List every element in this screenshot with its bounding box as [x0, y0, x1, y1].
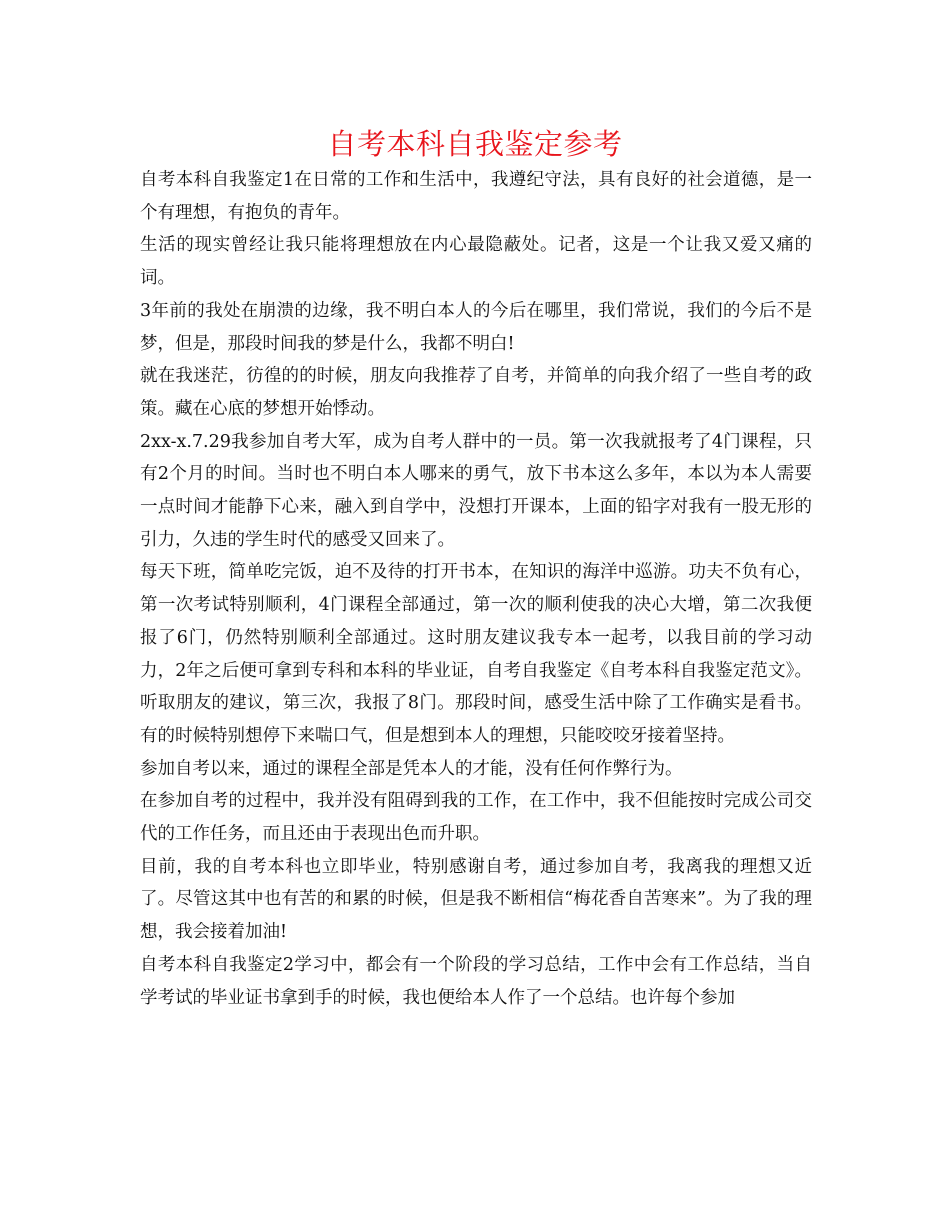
document-title: 自考本科自我鉴定参考 [327, 127, 623, 161]
paragraph: 每天下班，简单吃完饭，迫不及待的打开书本，在知识的海洋中巡游。功夫不负有心，第一次考试特别顺利，4门课程全部通过，第一次的顺利使我的决心大增，第二次我便报了6门，仍然特别顺利全部通过。这时朋友建议我专本一起考，以我目前的学习动力，2年之后便可拿到专科和本科的毕业证，自考自我鉴定《自考本科自我鉴定范文》。听取朋友的建议，第三次，我报了8门。那段时间，感受生活中除了工作确实是看书。有的时候特别想停下来喘口气，但是想到本人的理想，只能咬咬牙接着坚持。 [140, 562, 812, 746]
paragraph: 自考本科自我鉴定1在日常的工作和生活中，我遵纪守法，具有良好的社会道德，是一个有理想，有抱负的青年。 [140, 170, 812, 223]
paragraph: 2xx-x.7.29我参加自考大军，成为自考人群中的一员。第一次我就报考了4门课程，只有2个月的时间。当时也不明白本人哪来的勇气，放下书本这么多年，本以为本人需要一点时间才能静下心来，融入到自学中，没想打开课本，上面的铅字对我有一股无形的引力，久违的学生时代的感受又回来了。 [140, 431, 812, 550]
paragraph: 生活的现实曾经让我只能将理想放在内心最隐蔽处。记者，这是一个让我又爱又痛的词。 [140, 235, 812, 289]
paragraph: 参加自考以来，通过的课程全部是凭本人的才能，没有任何作弊行为。 [140, 758, 683, 779]
paragraph: 3年前的我处在崩溃的边缘，我不明白本人的今后在哪里，我们常说，我们的今后不是梦，但是，那段时间我的梦是什么，我都不明白! [140, 300, 812, 354]
paragraph: 在参加自考的过程中，我并没有阻碍到我的工作，在工作中，我不但能按时完成公司交代的工作任务，而且还由于表现出色而升职。 [140, 791, 812, 845]
paragraph: 自考本科自我鉴定2学习中，都会有一个阶段的学习总结，工作中会有工作总结，当自学考试的毕业证书拿到手的时候，我也便给本人作了一个总结。也许每个参加 [140, 954, 812, 1008]
paragraph: 就在我迷茫，彷徨的的时候，朋友向我推荐了自考，并简单的向我介绍了一些自考的政策。藏在心底的梦想开始悸动。 [140, 366, 812, 419]
paragraph: 目前，我的自考本科也立即毕业，特别感谢自考，通过参加自考，我离我的理想又近了。尽管这其中也有苦的和累的时候，但是我不断相信“梅花香自苦寒来”。为了我的理想，我会接着加油! [140, 856, 812, 943]
document-body [140, 164, 812, 1014]
